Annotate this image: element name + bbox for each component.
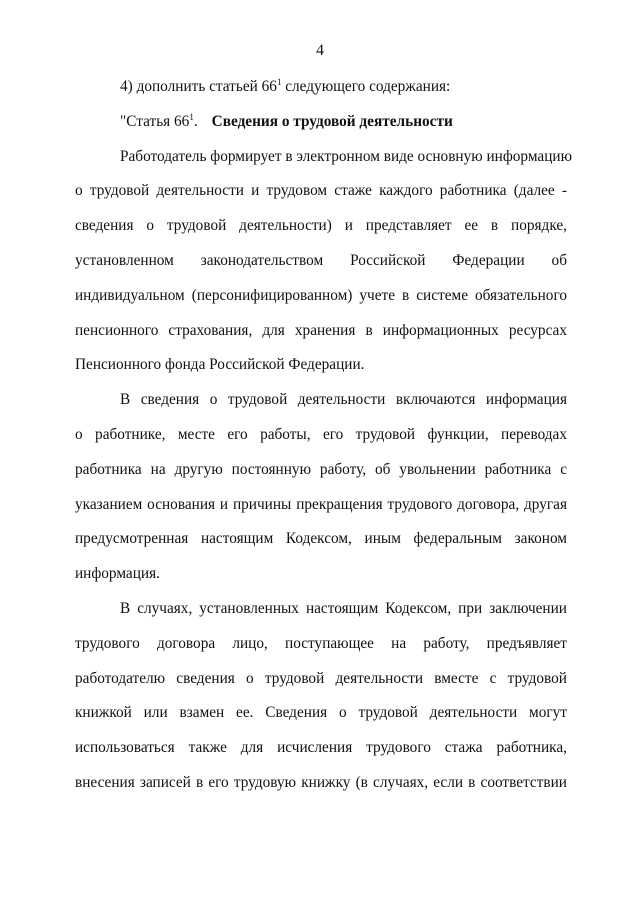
paragraph-line: книжкой или взамен ее. Сведения о трудовой деятельности могут bbox=[75, 704, 567, 722]
paragraph-line: указанием основания и причины прекращения трудового договора, другая bbox=[75, 495, 567, 513]
paragraph-line: Пенсионного фонда Российской Федерации. bbox=[75, 356, 365, 374]
paragraph-line: работодателю сведения о трудовой деятельности вместе с трудовой bbox=[75, 669, 567, 687]
paragraph-line: работника на другую постоянную работу, об увольнении работника с bbox=[75, 460, 567, 478]
article-heading bbox=[75, 105, 567, 140]
paragraph-line: установленном законодательством Российской Федерации об bbox=[75, 251, 567, 269]
article-label-suffix: . bbox=[193, 112, 198, 130]
article-label-prefix: "Статья 66 bbox=[120, 112, 190, 130]
paragraph-line: индивидуальном (персонифицированном) учете в системе обязательного bbox=[75, 286, 567, 304]
paragraph-line: В случаях, установленных настоящим Кодексом, при заключении bbox=[120, 599, 567, 617]
article-label-sup: 1 bbox=[189, 111, 194, 122]
paragraph-2 bbox=[75, 383, 567, 592]
amendment-item-prefix: 4) дополнить статьей 66 bbox=[120, 78, 277, 95]
paragraph-line: предусмотренная настоящим Кодексом, иным федеральным законом bbox=[75, 530, 567, 548]
article-title: Сведения о трудовой деятельности bbox=[211, 112, 453, 130]
paragraph-line: сведения о трудовой деятельности) и представляет ее в порядке, bbox=[75, 217, 567, 235]
paragraph-line: использоваться также для исчисления трудового стажа работника, bbox=[75, 739, 567, 757]
paragraph-line: внесения записей в его трудовую книжку (в случаях, если в соответствии bbox=[75, 773, 567, 791]
paragraph-line: информация. bbox=[75, 565, 160, 583]
paragraph-line: о трудовой деятельности и трудовом стаже каждого работника (далее - bbox=[75, 182, 567, 200]
amendment-item bbox=[75, 70, 567, 105]
paragraph-line: трудового договора лицо, поступающее на работу, предъявляет bbox=[75, 634, 567, 652]
document-body bbox=[75, 70, 573, 801]
paragraph-1 bbox=[75, 140, 573, 384]
paragraph-line: В сведения о трудовой деятельности включаются информация bbox=[120, 391, 567, 409]
amendment-item-sup: 1 bbox=[276, 77, 282, 87]
amendment-item-suffix: следующего содержания: bbox=[281, 78, 451, 95]
paragraph-line: о работнике, месте его работы, его трудовой функции, переводах bbox=[75, 425, 567, 443]
page-number: 4 bbox=[316, 42, 324, 59]
paragraph-line: Работодатель формирует в электронном виде основную информацию bbox=[120, 147, 573, 165]
paragraph-line: пенсионного страхования, для хранения в информационных ресурсах bbox=[75, 321, 567, 339]
paragraph-3 bbox=[75, 592, 567, 801]
